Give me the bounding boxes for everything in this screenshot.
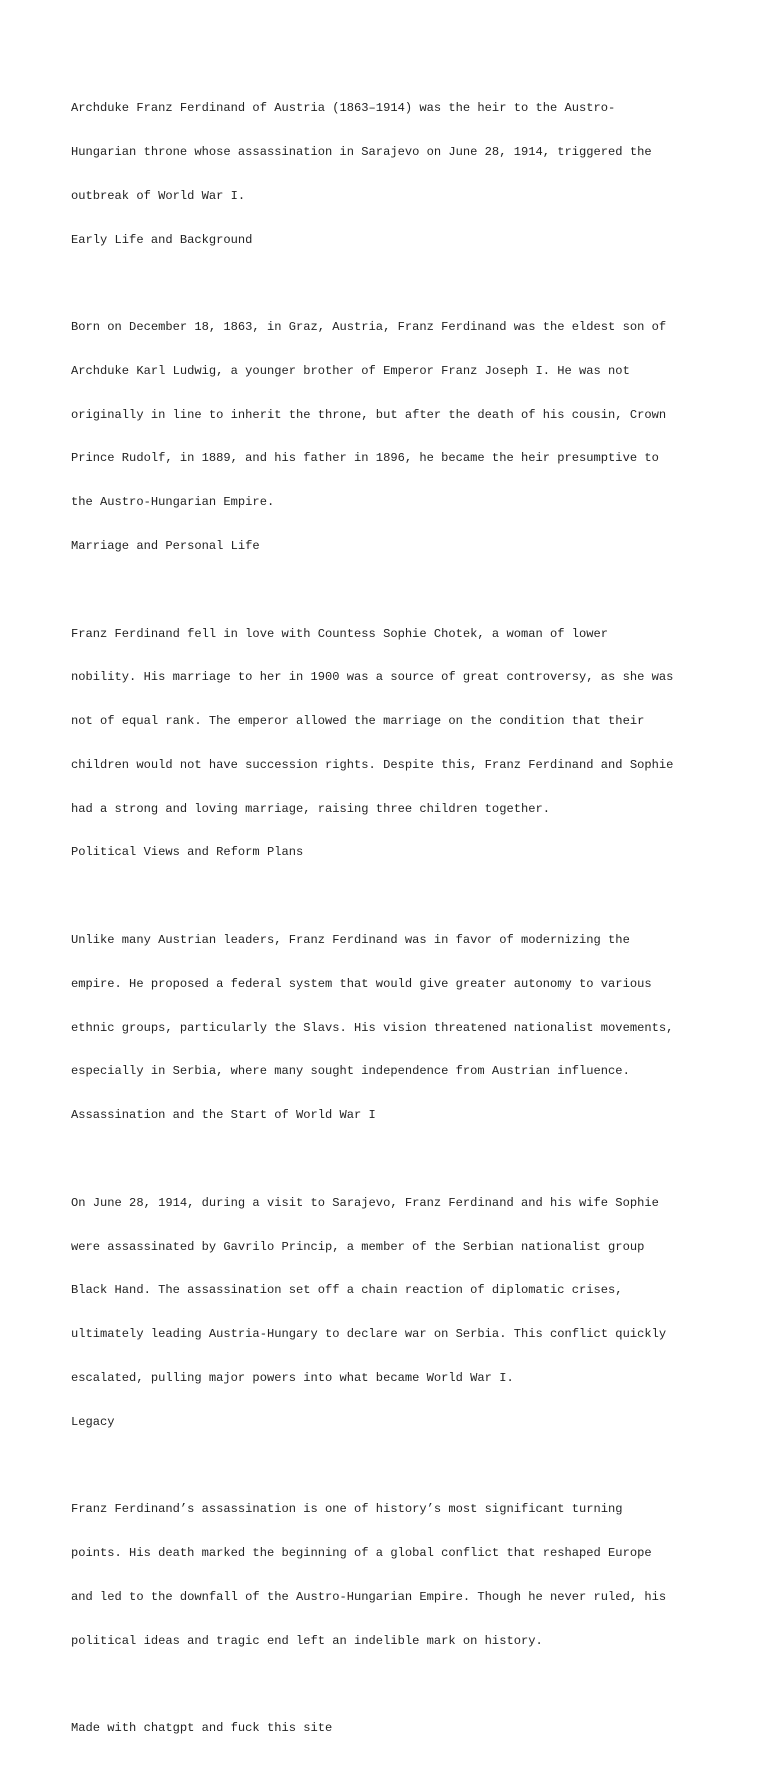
text-line: nobility. His marriage to her in 1900 was a source of great controversy, as she was [71, 670, 674, 685]
text-line: Archduke Franz Ferdinand of Austria (1863–1914) was the heir to the Austro- [71, 101, 616, 116]
footer-note-line: Made with chatgpt and fuck this site [71, 1721, 333, 1736]
text-line: Unlike many Austrian leaders, Franz Ferdinand was in favor of modernizing the [71, 933, 630, 948]
text-line: Franz Ferdinand’s assassination is one of history’s most significant turning [71, 1502, 623, 1517]
section-heading-political-views: Political Views and Reform Plans [71, 845, 304, 860]
paragraph-assassination [71, 1167, 711, 1459]
text-line: had a strong and loving marriage, raising three children together. [71, 801, 550, 816]
text-line: On June 28, 1914, during a visit to Sarajevo, Franz Ferdinand and his wife Sophie [71, 1195, 659, 1210]
section-heading-assassination: Assassination and the Start of World War I [71, 1108, 376, 1123]
paragraph-early-life [71, 291, 711, 583]
text-line: empire. He proposed a federal system that would give greater autonomy to various [71, 976, 652, 991]
paragraph-legacy [71, 1473, 711, 1677]
text-line: escalated, pulling major powers into what became World War I. [71, 1370, 514, 1385]
paragraph-footer-note [71, 1692, 711, 1765]
text-line: outbreak of World War I. [71, 188, 246, 203]
section-heading-marriage: Marriage and Personal Life [71, 539, 260, 553]
text-line: children would not have succession rights. Despite this, Franz Ferdinand and Sophie [71, 757, 674, 772]
section-heading-legacy: Legacy [71, 1414, 115, 1429]
paragraph-marriage [71, 597, 711, 889]
text-line: Born on December 18, 1863, in Graz, Austria, Franz Ferdinand was the eldest son of [71, 320, 667, 335]
text-line: were assassinated by Gavrilo Princip, a member of the Serbian nationalist group [71, 1239, 645, 1254]
text-line: originally in line to inherit the throne, but after the death of his cousin, Crown [71, 407, 667, 422]
text-line: and led to the downfall of the Austro-Hungarian Empire. Though he never ruled, his [71, 1589, 667, 1604]
text-line: ultimately leading Austria-Hungary to declare war on Serbia. This conflict quickly [71, 1327, 667, 1342]
text-line: Black Hand. The assassination set off a chain reaction of diplomatic crises, [71, 1283, 623, 1298]
text-line: Prince Rudolf, in 1889, and his father in 1896, he became the heir presumptive to [71, 451, 659, 466]
paragraph-intro [71, 72, 711, 276]
text-line: especially in Serbia, where many sought independence from Austrian influence. [71, 1064, 630, 1079]
text-line: ethnic groups, particularly the Slavs. His vision threatened nationalist movements, [71, 1020, 674, 1035]
text-line: Hungarian throne whose assassination in Sarajevo on June 28, 1914, triggered the [71, 144, 652, 159]
text-line: Archduke Karl Ludwig, a younger brother of Emperor Franz Joseph I. He was not [71, 363, 630, 378]
text-line: points. His death marked the beginning of a global conflict that reshaped Europe [71, 1545, 652, 1560]
text-line: not of equal rank. The emperor allowed the marriage on the condition that their [71, 714, 645, 729]
paragraph-political-views [71, 904, 711, 1152]
text-line: the Austro-Hungarian Empire. [71, 495, 275, 510]
section-heading-early-life: Early Life and Background [71, 232, 253, 247]
text-line: Franz Ferdinand fell in love with Countess Sophie Chotek, a woman of lower [71, 626, 609, 641]
text-line: political ideas and tragic end left an indelible mark on history. [71, 1633, 543, 1648]
document-page [71, 72, 711, 1765]
